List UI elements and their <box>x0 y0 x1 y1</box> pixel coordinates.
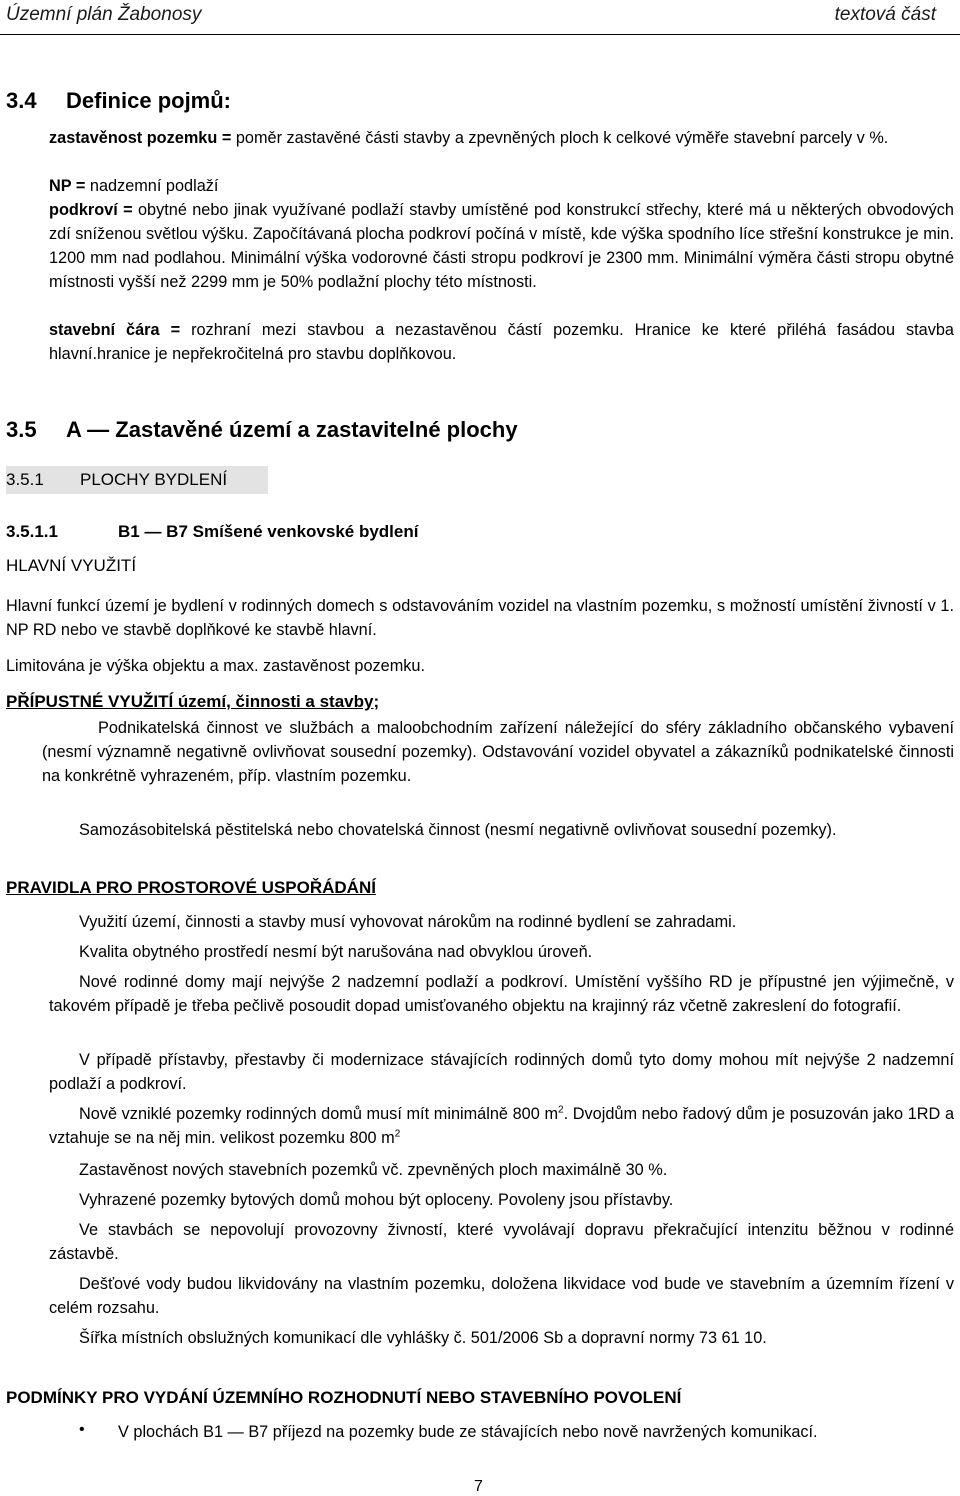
header-rule <box>0 34 960 35</box>
header-title: Územní plán Žabonosy <box>6 4 202 25</box>
superscript-2: 2 <box>394 1128 401 1140</box>
definition-stavebni-cara <box>49 318 954 366</box>
section-3-5-1-1-number: 3.5.1.1 <box>6 522 58 541</box>
definition-term: podkroví = <box>49 201 133 219</box>
definition-term: NP = <box>49 177 86 195</box>
section-3-5-title: A — Zastavěné území a zastavitelné plochy <box>66 417 518 442</box>
superscript-2: 2 <box>558 1104 564 1116</box>
pravidla-paragraph-3: Nové rodinné domy mají nejvýše 2 nadzemní podlaží a podkroví. Umístění vyššího RD je přípustné jen výjimečně, v takovém případě je třeba pečlivě posoudit dopad umisťovaného objektu na krajinný ráz včetně zakreslení do fotografií. <box>49 973 954 1015</box>
section-3-5-1-1-title: B1 — B7 Smíšené venkovské bydlení <box>118 522 419 541</box>
definition-term: zastavěnost pozemku = <box>49 129 232 147</box>
definition-np <box>49 174 954 198</box>
definition-text: rozhraní mezi stavbou a nezastavěnou částí pozemku. Hranice ke které přiléhá fasádou stavba hlavní.hranice je nepřekročitelná pro stavbu doplňkovou. <box>49 321 954 363</box>
pravidla-paragraph-6: Zastavěnost nových stavebních pozemků vč. zpevněných ploch maximálně 30 %. <box>79 1161 668 1179</box>
pripustne-paragraph-1: Podnikatelská činnost ve službách a maloobchodním zařízení náležející do sféry základního občanského vybavení (nesmí významně negativně ovlivňovat sousední pozemky). Odstavování vozidel obyvatel a zákazníků podnikatelské činnosti na konkrétně vyhrazeném, příp. vlastním pozemku. <box>42 719 954 785</box>
section-3-5-1-number: 3.5.1 <box>6 470 44 489</box>
section-3-5-1-heading <box>6 466 268 494</box>
definition-text: obytné nebo jinak využívané podlaží stavby umístěné pod konstrukcí střechy, které má u některých obvodových zdí sníženou světlou výšku. Započítávaná plocha podkroví počíná v místě, kde výška spodního líce střešní konstrukce je min. 1200 mm nad podlahou. Minimální výška vodorovné části stropu podkroví je 2300 mm. Minimální výměra části stropu obytné místnosti vyšší než 2299 mm je 50% podlažní plochy této místnosti. <box>49 201 954 291</box>
section-3-4-number: 3.4 <box>6 88 37 113</box>
section-3-5-1-title: PLOCHY BYDLENÍ <box>80 470 228 489</box>
pravidla-paragraph-10: Šířka místních obslužných komunikací dle vyhlášky č. 501/2006 Sb a dopravní normy 73 61 10. <box>79 1329 767 1347</box>
pravidla-paragraph-7: Vyhrazené pozemky bytových domů mohou být oploceny. Povoleny jsou přístavby. <box>79 1191 674 1209</box>
pravidla-paragraph-8: Ve stavbách se nepovolují provozovny živností, které vyvolávají dopravu překračující intenzitu běžnou v rodinné zástavbě. <box>49 1221 954 1263</box>
definition-text: poměr zastavěné části stavby a zpevněných ploch k celkové výměře stavební parcely v %. <box>231 129 889 147</box>
pravidla-paragraph-4: V případě přístavby, přestavby či modernizace stávajících rodinných domů tyto domy mohou mít nejvýše 2 nadzemní podlaží a podkroví. <box>49 1051 954 1093</box>
section-3-4-title: Definice pojmů: <box>66 88 232 113</box>
pravidla-paragraph-1: Využití území, činnosti a stavby musí vyhovovat nárokům na rodinné bydlení se zahradami. <box>79 913 737 931</box>
page-number: 7 <box>474 1478 483 1495</box>
podminky-heading: PODMÍNKY PRO VYDÁNÍ ÚZEMNÍHO ROZHODNUTÍ NEBO STAVEBNÍHO POVOLENÍ <box>6 1388 682 1407</box>
definition-text: nadzemní podlaží <box>85 177 219 195</box>
bullet-icon: • <box>79 1421 85 1438</box>
pripustne-paragraph-2: Samozásobitelská pěstitelská nebo chovatelská činnost (nesmí negativně ovlivňovat sousední pozemky). <box>79 821 837 839</box>
hlavni-heading: HLAVNÍ VYUŽITÍ <box>6 556 137 575</box>
podminky-item-1: V plochách B1 — B7 příjezd na pozemky bude ze stávajících nebo nově navržených komunikací. <box>118 1423 818 1441</box>
pravidla-paragraph-9: Dešťové vody budou likvidovány na vlastním pozemku, doložena likvidace vod bude ve stavebním a územním řízení v celém rozsahu. <box>49 1275 954 1317</box>
pravidla-paragraph-5 <box>49 1102 954 1150</box>
section-3-5-number: 3.5 <box>6 417 37 442</box>
definition-podkrovi <box>49 198 954 294</box>
pravidla-p5-part-b: . Dvojdům nebo řadový dům je posuzován jako 1RD a vztahuje se na něj min. velikost pozemku 800 m <box>49 1105 954 1147</box>
hlavni-paragraph-1: Hlavní funkcí území je bydlení v rodinných domech s odstavováním vozidel na vlastním pozemku, s možností umístění živností v 1. NP RD nebo ve stavbě doplňkové ke stavbě hlavní. <box>6 597 954 639</box>
pripustne-heading: PŘÍPUSTNÉ VYUŽITÍ území, činnosti a stavby; <box>6 692 380 711</box>
definition-zastavenost <box>49 126 954 150</box>
pravidla-p5-part-a: Nově vzniklé pozemky rodinných domů musí mít minimálně 800 m <box>79 1105 559 1123</box>
pravidla-heading: PRAVIDLA PRO PROSTOROVÉ USPOŘÁDÁNÍ <box>6 878 376 897</box>
definition-term: stavební čára = <box>49 321 181 339</box>
pravidla-paragraph-2: Kvalita obytného prostředí nesmí být narušována nad obvyklou úroveň. <box>79 943 593 961</box>
header-subtitle: textová část <box>834 4 936 25</box>
hlavni-paragraph-2: Limitována je výška objektu a max. zastavěnost pozemku. <box>6 657 425 675</box>
